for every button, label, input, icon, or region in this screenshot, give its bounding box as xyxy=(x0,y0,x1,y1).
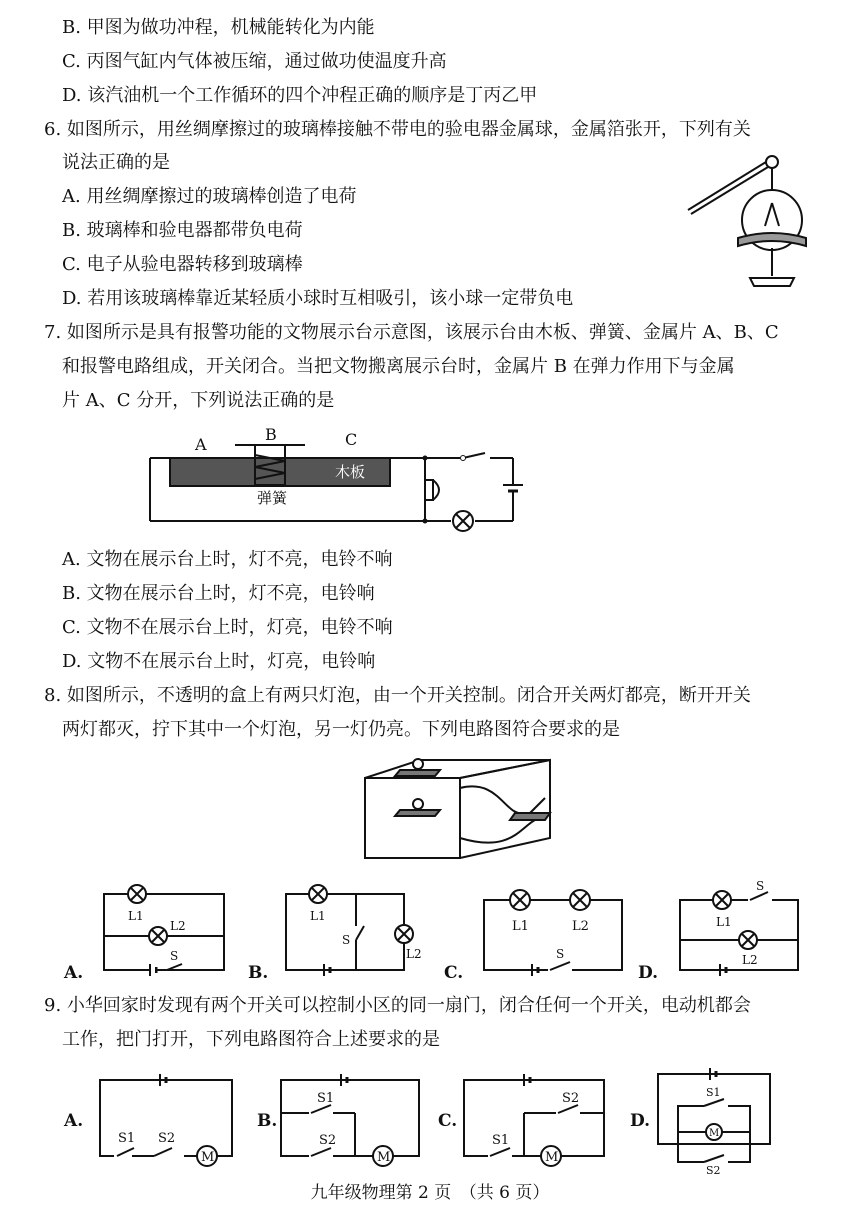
q8-label-c: C. xyxy=(444,963,464,983)
q9c-m: M xyxy=(545,1150,559,1165)
q8-stem-line1: 8. 如图所示，不透明的盒上有两只灯泡，由一个开关控制。闭合开关两灯都亮，断开开关 xyxy=(44,685,751,706)
q9-circuit-d xyxy=(628,1066,798,1176)
q8a-l2: L2 xyxy=(170,919,186,933)
electroscope-figure xyxy=(680,148,820,298)
q9-label-d: D. xyxy=(630,1111,651,1131)
q9-stem-line1: 9. 小华回家时发现有两个开关可以控制小区的同一扇门，闭合任何一个开关，电动机都会 xyxy=(44,995,751,1016)
q6-stem-line1: 6. 如图所示，用丝绸摩擦过的玻璃棒接触不带电的验电器金属球，金属箔张开，下列有关 xyxy=(44,119,751,140)
q8d-l1: L1 xyxy=(716,915,732,929)
label-a: A xyxy=(195,435,207,454)
q9d-m: M xyxy=(709,1128,720,1139)
q9b-s2: S2 xyxy=(319,1133,337,1148)
q8-stem-line2: 两灯都灭，拧下其中一个灯泡，另一灯仍亮。下列电路图符合要求的是 xyxy=(62,719,620,740)
q9a-m: M xyxy=(201,1150,215,1165)
q9c-s2: S2 xyxy=(562,1091,580,1106)
q8-circuit-c xyxy=(442,878,632,983)
q8a-s: S xyxy=(170,949,179,963)
q7-option-d: D. 文物不在展示台上时，灯亮，电铃响 xyxy=(62,651,376,672)
q7-option-a: A. 文物在展示台上时，灯不亮，电铃不响 xyxy=(62,549,393,570)
q7-alarm-circuit-figure xyxy=(145,425,545,535)
q8c-l2: L2 xyxy=(572,919,589,934)
q8b-s: S xyxy=(342,933,351,947)
q8c-l1: L1 xyxy=(512,919,529,934)
q7-stem-line2: 和报警电路组成，开关闭合。当把文物搬离展示台时，金属片 B 在弹力作用下与金属 xyxy=(62,356,735,377)
q6-option-a: A. 用丝绸摩擦过的玻璃棒创造了电荷 xyxy=(62,186,357,207)
q9b-s1: S1 xyxy=(317,1091,335,1106)
q6-option-b: B. 玻璃棒和验电器都带负电荷 xyxy=(62,220,303,241)
q8b-l2: L2 xyxy=(406,947,422,961)
q9-circuit-a xyxy=(62,1068,242,1168)
label-wood: 木板 xyxy=(335,463,366,481)
q8-box-figure xyxy=(360,758,580,863)
q9-circuit-b xyxy=(255,1068,435,1168)
q8d-s: S xyxy=(756,879,765,893)
q8b-l1: L1 xyxy=(310,909,326,923)
q8a-l1: L1 xyxy=(128,909,144,923)
q6-option-c: C. 电子从验电器转移到玻璃棒 xyxy=(62,254,303,275)
q8c-s: S xyxy=(556,947,565,961)
q8-label-b: B. xyxy=(248,963,269,983)
q9-label-a: A. xyxy=(64,1111,84,1131)
q9-stem-line2: 工作，把门打开，下列电路图符合上述要求的是 xyxy=(62,1029,440,1050)
q9b-m: M xyxy=(377,1150,391,1165)
q9c-s1: S1 xyxy=(492,1133,510,1148)
q9d-s1: S1 xyxy=(706,1086,721,1099)
q6-option-d: D. 若用该玻璃棒靠近某轻质小球时互相吸引，该小球一定带负电 xyxy=(62,288,574,309)
label-b: B xyxy=(265,425,277,444)
q9-label-b: B. xyxy=(257,1111,278,1131)
q5-option-c: C. 丙图气缸内气体被压缩，通过做功使温度升高 xyxy=(62,51,447,72)
label-c: C xyxy=(345,430,358,449)
q8-label-d: D. xyxy=(638,963,659,983)
q9-label-c: C. xyxy=(438,1111,458,1131)
q8-circuit-a xyxy=(62,878,232,983)
q8-circuit-d xyxy=(636,878,816,983)
q6-stem-line2: 说法正确的是 xyxy=(62,152,170,173)
q9-circuit-c xyxy=(436,1068,616,1168)
q8-circuit-b xyxy=(246,878,426,983)
q5-option-b: B. 甲图为做功冲程，机械能转化为内能 xyxy=(62,17,375,38)
q9d-s2: S2 xyxy=(706,1164,721,1177)
q5-option-d: D. 该汽油机一个工作循环的四个冲程正确的顺序是丁丙乙甲 xyxy=(62,85,538,106)
q9a-s2: S2 xyxy=(158,1131,176,1146)
q9a-s1: S1 xyxy=(118,1131,136,1146)
q7-option-c: C. 文物不在展示台上时，灯亮，电铃不响 xyxy=(62,617,393,638)
q7-option-b: B. 文物在展示台上时，灯不亮，电铃响 xyxy=(62,583,375,604)
label-spring: 弹簧 xyxy=(257,489,288,507)
page-footer: 九年级物理第 2 页 （共 6 页） xyxy=(310,1183,550,1203)
q7-stem-line1: 7. 如图所示是具有报警功能的文物展示台示意图，该展示台由木板、弹簧、金属片 A、B、C xyxy=(44,322,779,343)
q8-label-a: A. xyxy=(64,963,84,983)
q7-stem-line3: 片 A、C 分开，下列说法正确的是 xyxy=(62,390,335,411)
q8d-l2: L2 xyxy=(742,953,758,967)
